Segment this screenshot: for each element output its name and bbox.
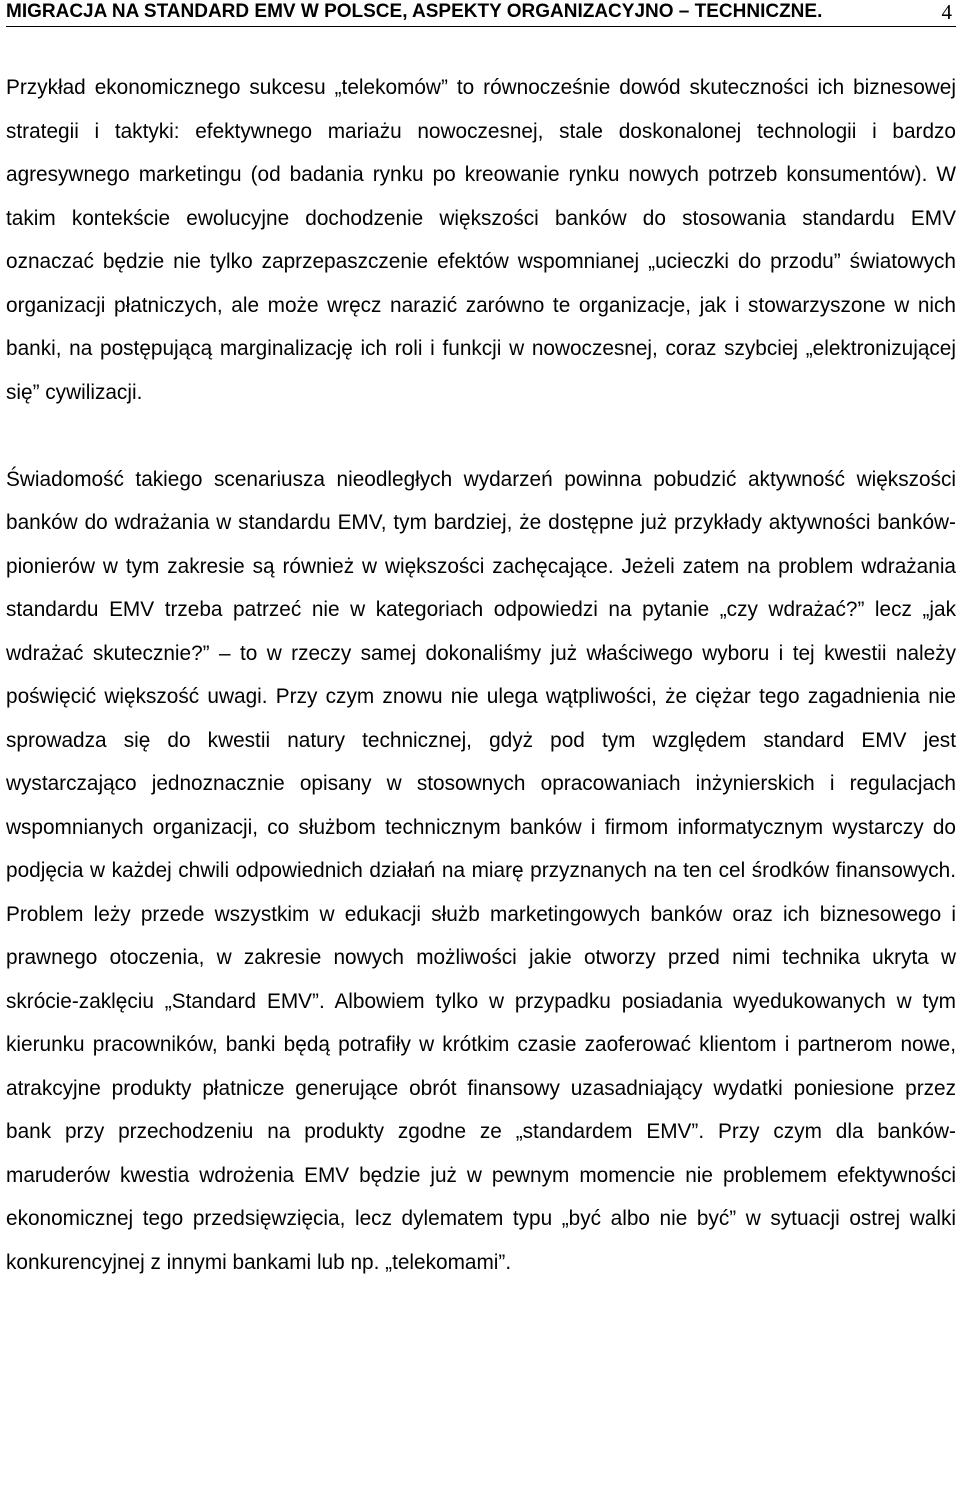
- page-number: 4: [941, 0, 952, 24]
- header-title: MIGRACJA NA STANDARD EMV W POLSCE, ASPEKTY ORGANIZACYJNO – TECHNICZNE.: [6, 1, 823, 22]
- paragraph-1: Przykład ekonomicznego sukcesu „telekomów” to równocześnie dowód skuteczności ich biznesowej strategii i taktyki: efektywnego mariażu nowoczesnej, stale doskonalonej technologii i bardzo agresywnego marketingu (od badania rynku po kreowanie rynku nowych potrzeb konsumentów). W takim kontekście ewolucyjne dochodzenie większości banków do stosowania standardu EMV oznaczać będzie nie tylko zaprzepaszczenie efektów wspomnianej „ucieczki do przodu” światowych organizacji płatniczych, ale może wręcz narazić zarówno te organizacje, jak i stowarzyszone w nich banki, na postępującą marginalizację ich roli i funkcji w nowoczesnej, coraz szybciej „elektronizującej się” cywilizacji.: [6, 76, 956, 404]
- paragraph-2: Świadomość takiego scenariusza nieodległych wydarzeń powinna pobudzić aktywność większości banków do wdrażania w standardu EMV, tym bardziej, że dostępne już przykłady aktywności banków-pionierów w tym zakresie są również w większości zachęcające. Jeżeli zatem na problem wdrażania standardu EMV trzeba patrzeć nie w kategoriach odpowiedzi na pytanie „czy wdrażać?” lecz „jak wdrażać skutecznie?” – to w rzeczy samej dokonaliśmy już właściwego wyboru i tej kwestii należy poświęcić większość uwagi. Przy czym znowu nie ulega wątpliwości, że ciężar tego zagadnienia nie sprowadza się do kwestii natury technicznej, gdyż pod tym względem standard EMV jest wystarczająco jednoznacznie opisany w stosownych opracowaniach inżynierskich i regulacjach wspomnianych organizacji, co służbom technicznym banków i firmom informatycznym wystarczy do podjęcia w każdej chwili odpowiednich działań na miarę przyznanych na ten cel środków finansowych. Problem leży przede wszystkim w edukacji służb marketingowych banków oraz ich biznesowego i prawnego otoczenia, w zakresie nowych możliwości jakie otworzy przed nimi technika ukryta w skrócie-zaklęciu „Standard EMV”. Albowiem tylko w przypadku posiadania wyedukowanych w tym kierunku pracowników, banki będą potrafiły w krótkim czasie zaoferować klientom i partnerom nowe, atrakcyjne produkty płatnicze generujące obrót finansowy uzasadniający wydatki poniesione przez bank przy przechodzeniu na produkty zgodne ze „standardem EMV”. Przy czym dla banków-maruderów kwestia wdrożenia EMV będzie już w pewnym momencie nie problemem efektywności ekonomicznej tego przedsięwzięcia, lecz dylematem typu „być albo nie być” w sytuacji ostrej walki konkurencyjnej z innymi bankami lub np. „telekomami”.: [6, 467, 956, 1274]
- running-header: [6, 0, 956, 27]
- body-text: [6, 66, 956, 1284]
